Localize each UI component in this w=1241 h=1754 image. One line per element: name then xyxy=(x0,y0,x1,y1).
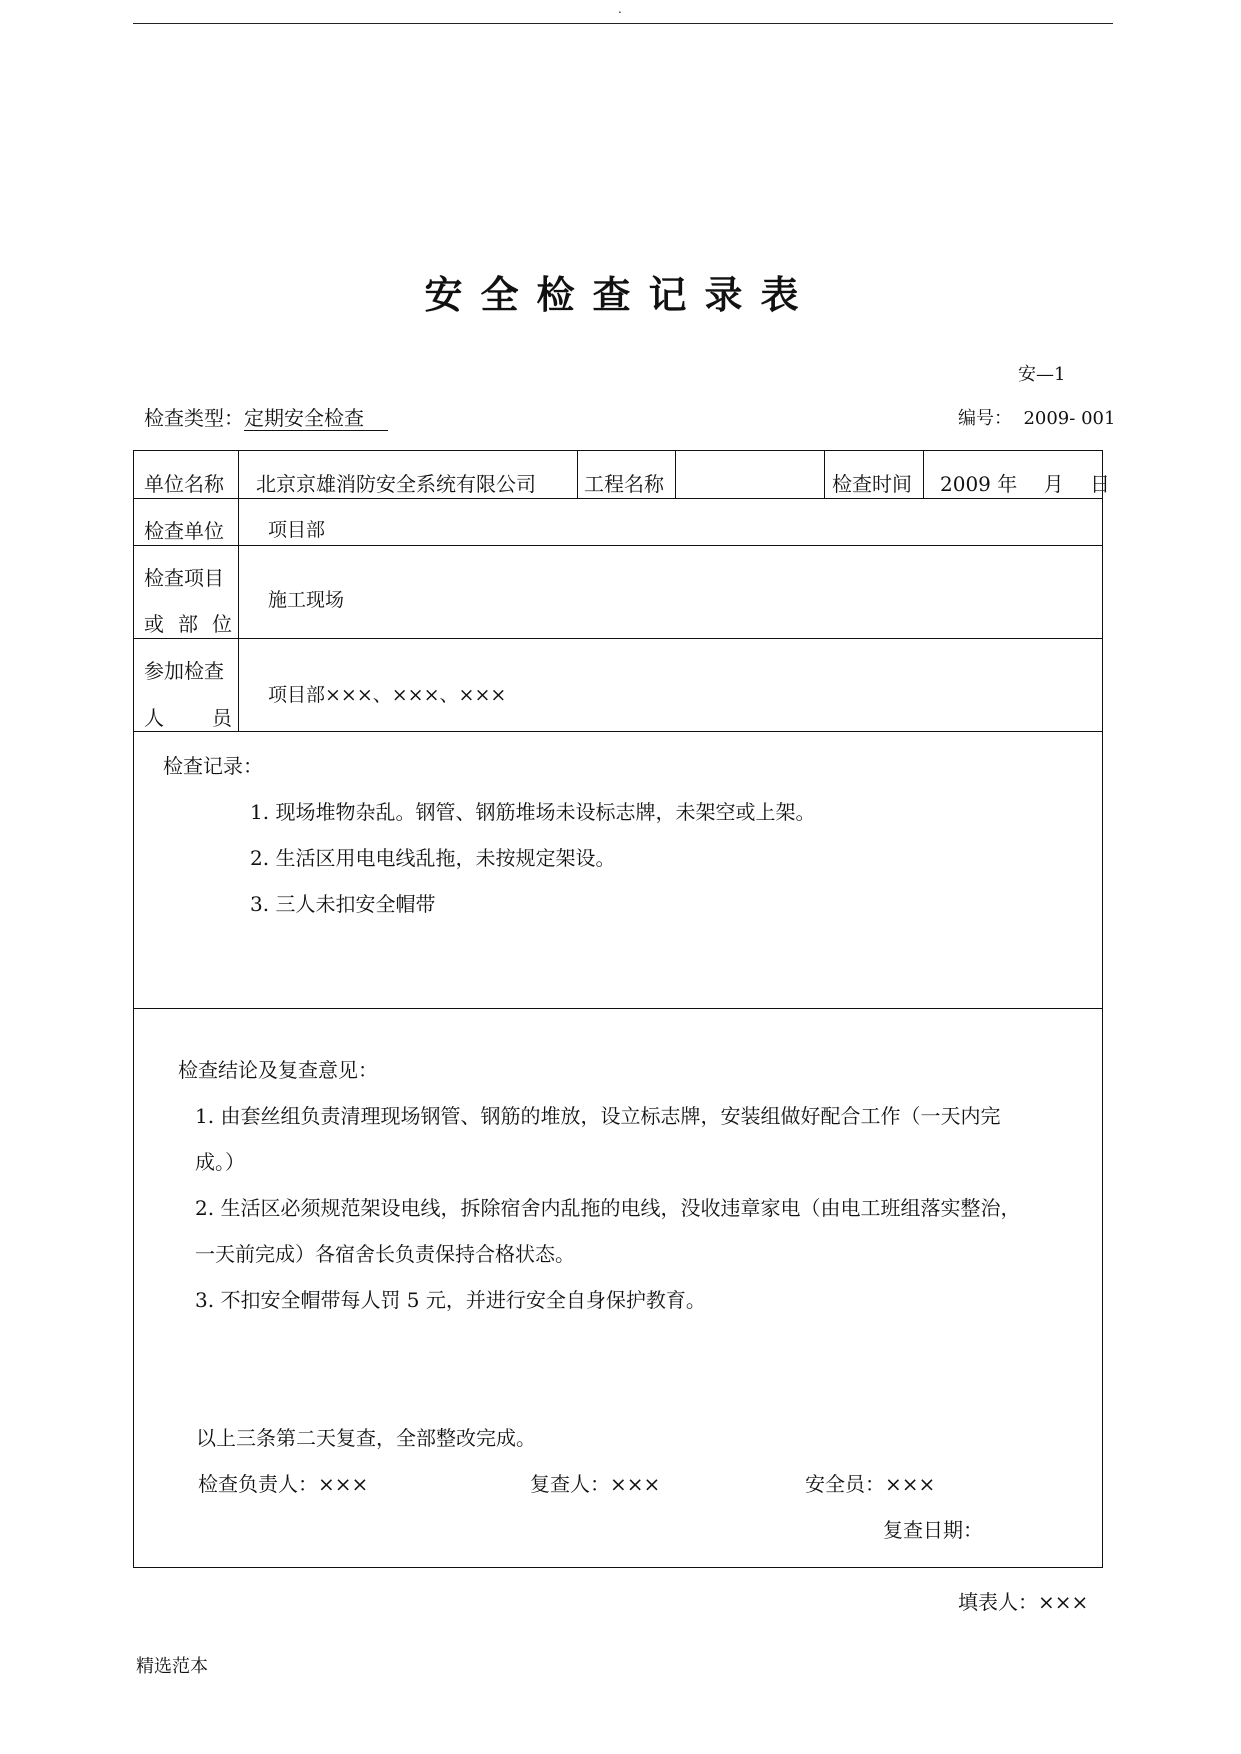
row-divider xyxy=(133,545,1103,546)
record-table xyxy=(133,450,1103,1568)
conclusion-line: 3. 不扣安全帽带每人罚 5 元，并进行安全自身保护教育。 xyxy=(195,1288,706,1312)
conclusion-heading: 检查结论及复查意见： xyxy=(178,1058,378,1082)
check-time-value: 2009 年 月 日 xyxy=(940,472,1110,496)
safety-officer: 安全员：××× xyxy=(805,1472,936,1496)
review-summary: 以上三条第二天复查，全部整改完成。 xyxy=(196,1426,536,1450)
record-item: 3. 三人未扣安全帽带 xyxy=(250,892,436,916)
check-item-label-2 xyxy=(144,608,232,637)
header-dot: . xyxy=(618,2,622,16)
serial-label: 编号： xyxy=(958,408,1012,429)
records-heading: 检查记录： xyxy=(163,754,263,778)
page-title: 安全检查记录表 xyxy=(424,272,817,317)
serial-value: 2009- 001 xyxy=(1023,408,1116,429)
conclusion-line: 1. 由套丝组负责清理现场钢管、钢筋的堆放，设立标志牌，安装组做好配合工作（一天内完 xyxy=(195,1104,1001,1128)
row-divider xyxy=(133,1008,1103,1009)
participants-value: 项目部×××、×××、××× xyxy=(268,684,507,706)
check-unit-value: 项目部 xyxy=(268,519,326,541)
inspection-type xyxy=(144,402,388,431)
unit-name-label: 单位名称 xyxy=(144,472,224,496)
review-date: 复查日期： xyxy=(883,1518,983,1542)
check-item-label-char: 或 xyxy=(144,612,164,636)
reviewer: 复查人：××× xyxy=(530,1472,661,1496)
col-divider xyxy=(577,450,578,498)
filled-by: 填表人：××× xyxy=(958,1590,1089,1614)
row-divider xyxy=(133,498,1103,499)
serial-number xyxy=(958,404,1115,430)
col-divider xyxy=(238,450,239,731)
inspection-type-value: 定期安全检查 xyxy=(244,406,388,431)
record-item: 1. 现场堆物杂乱。钢管、钢筋堆场未设标志牌，未架空或上架。 xyxy=(250,800,816,824)
participants-label-char: 员 xyxy=(212,706,232,730)
col-divider xyxy=(675,450,676,498)
check-item-label: 检查项目 xyxy=(144,566,224,590)
project-name-label: 工程名称 xyxy=(584,472,664,496)
check-unit-label: 检查单位 xyxy=(144,519,224,543)
check-item-label-char: 位 xyxy=(212,612,232,636)
check-time-label: 检查时间 xyxy=(832,472,912,496)
col-divider xyxy=(923,450,924,498)
check-item-value: 施工现场 xyxy=(268,589,345,611)
responsible-person: 检查负责人：××× xyxy=(198,1472,369,1496)
conclusion-line: 成。） xyxy=(195,1150,245,1174)
check-item-label-char: 部 xyxy=(178,612,198,636)
record-item: 2. 生活区用电电线乱拖，未按规定架设。 xyxy=(250,846,616,870)
header-rule xyxy=(133,23,1113,24)
footer-note: 精选范本 xyxy=(136,1656,208,1677)
row-divider xyxy=(133,638,1103,639)
col-divider xyxy=(824,450,825,498)
unit-name-value: 北京京雄消防安全系统有限公司 xyxy=(256,472,536,496)
form-code: 安—1 xyxy=(1018,364,1066,385)
conclusion-line: 2. 生活区必须规范架设电线，拆除宿舍内乱拖的电线，没收违章家电（由电工班组落实整治， xyxy=(195,1196,1021,1220)
conclusion-line: 一天前完成）各宿舍长负责保持合格状态。 xyxy=(195,1242,575,1266)
participants-label-char: 人 xyxy=(144,706,164,730)
inspection-type-label: 检查类型： xyxy=(144,406,244,430)
row-divider xyxy=(133,731,1103,732)
participants-label: 参加检查 xyxy=(144,659,224,683)
participants-label-2 xyxy=(144,702,232,731)
